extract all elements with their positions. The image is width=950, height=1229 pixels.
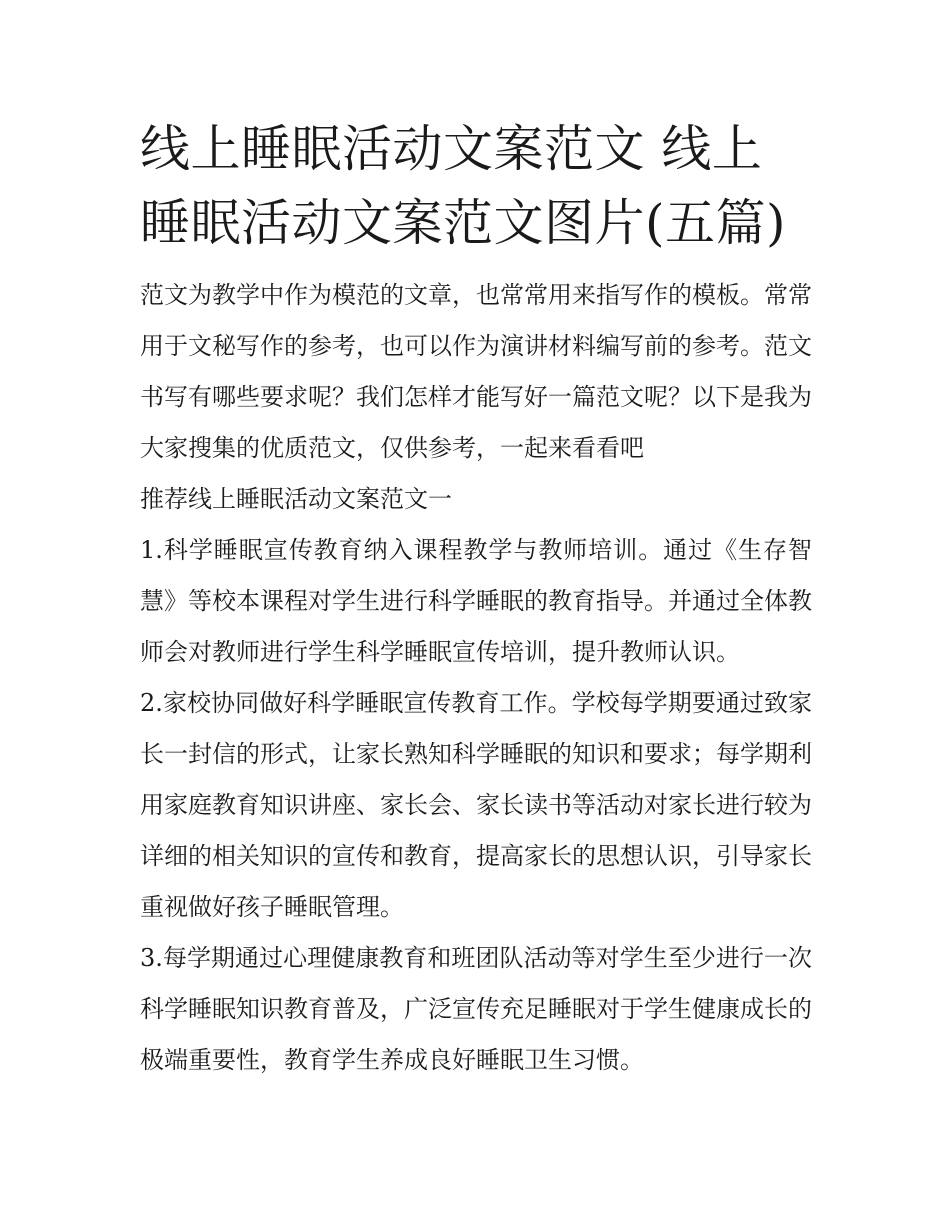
list-item-3: 3.每学期通过心理健康教育和班团队活动等对学生至少进行一次科学睡眠知识教育普及，广泛宣传充足睡眠对于学生健康成长的极端重要性，教育学生养成良好睡眠卫生习惯。: [140, 944, 812, 1074]
intro-paragraph: 范文为教学中作为模范的文章，也常常用来指写作的模板。常常用于文秘写作的参考，也可以作为演讲材料编写前的参考。范文书写有哪些要求呢？我们怎样才能写好一篇范文呢？以下是我为大家搜集的优质范文，仅供参考，一起来看看吧: [140, 281, 812, 462]
list-item-2: 2.家校协同做好科学睡眠宣传教育工作。学校每学期要通过致家长一封信的形式，让家长熟知科学睡眠的知识和要求；每学期利用家庭教育知识讲座、家长会、家长读书等活动对家长进行较为详细的相关知识的宣传和教育，提高家长的思想认识，引导家长重视做好孩子睡眠管理。: [140, 689, 812, 921]
document-title: 线上睡眠活动文案范文 线上睡眠活动文案范文图片(五篇): [140, 120, 787, 252]
list-item-1: 1.科学睡眠宣传教育纳入课程教学与教师培训。通过《生存智慧》等校本课程对学生进行科学睡眠的教育指导。并通过全体教师会对教师进行学生科学睡眠宣传培训，提升教师认识。: [140, 536, 812, 666]
document-page: [140, 112, 812, 1086]
section-heading: 推荐线上睡眠活动文案范文一: [140, 485, 452, 513]
